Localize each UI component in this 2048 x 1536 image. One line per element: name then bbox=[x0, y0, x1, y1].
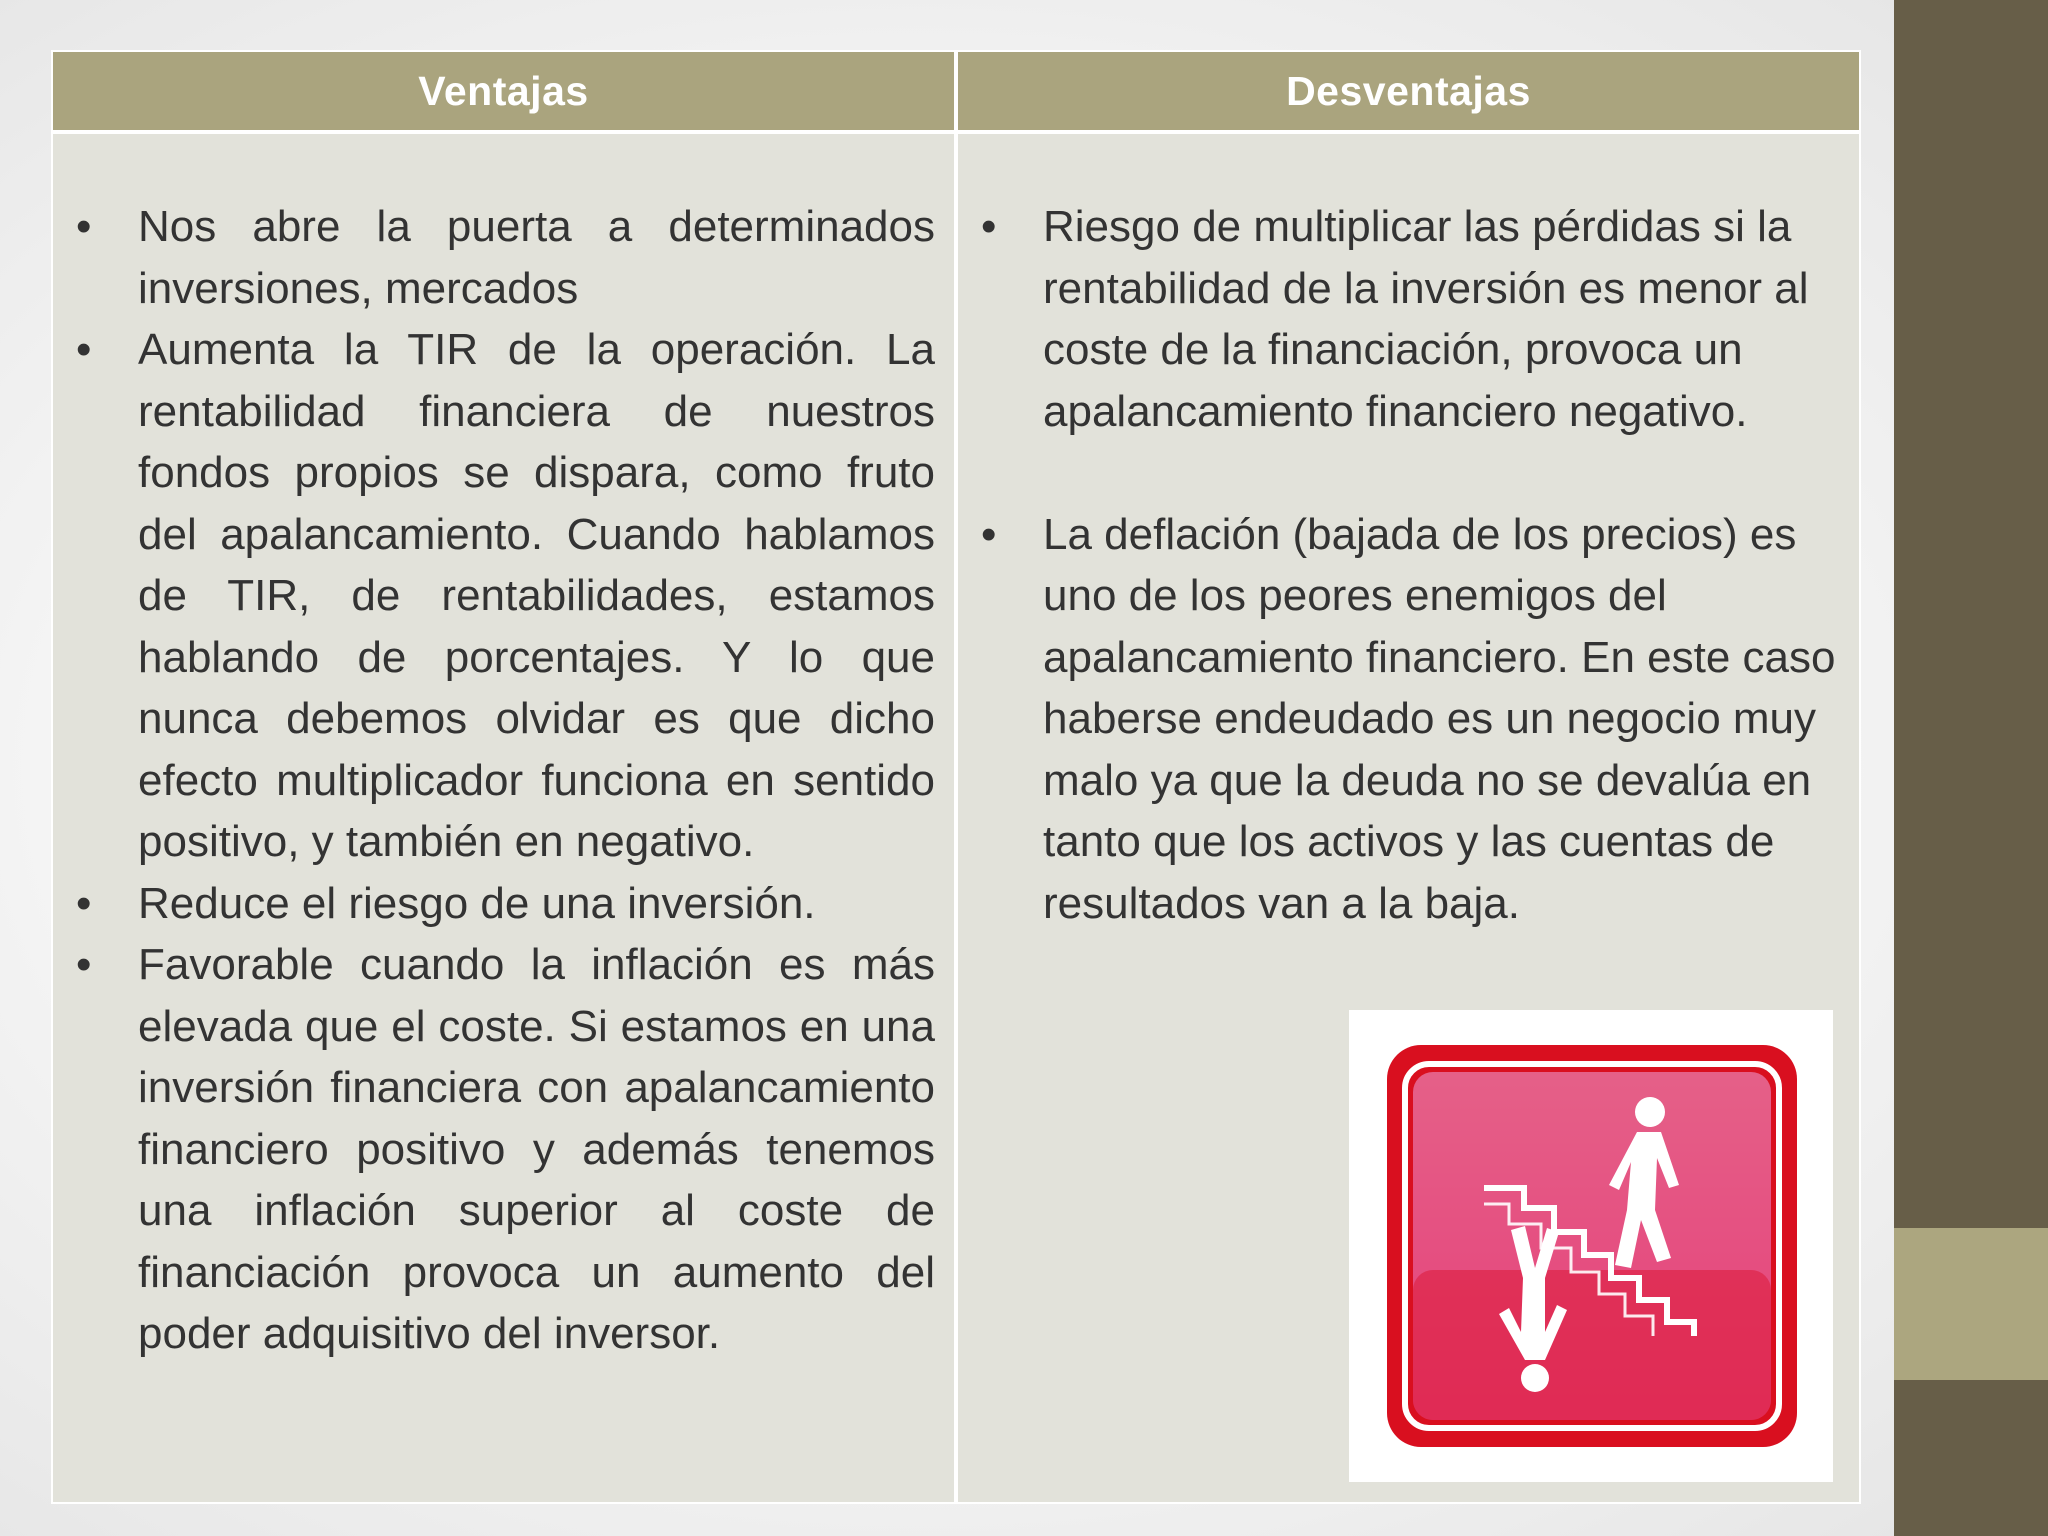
stairs-rise-fall-icon bbox=[1349, 1010, 1833, 1482]
ventaja-item: • Nos abre la puerta a determinados inversiones, mercados bbox=[138, 196, 935, 319]
ventaja-item: • Reduce el riesgo de una inversión. bbox=[138, 873, 935, 935]
faller-head bbox=[1521, 1364, 1549, 1392]
ventajas-cell bbox=[53, 134, 954, 1502]
desventajas-list bbox=[1043, 196, 1843, 934]
ventaja-item: • Favorable cuando la inflación es más elevada que el coste. Si estamos en una inversión financiera con apalancamiento financiero positivo y además tenemos una inflación superior al coste de financiación provoca un aumento del poder adquisitivo del inversor. bbox=[138, 934, 935, 1365]
ventajas-list bbox=[138, 196, 935, 1365]
right-band-accent bbox=[1894, 1228, 2048, 1380]
header-ventajas: Ventajas bbox=[53, 52, 954, 130]
climber-head bbox=[1635, 1097, 1665, 1127]
desventaja-item: • Riesgo de multiplicar las pérdidas si la rentabilidad de la inversión es menor al coste de la financiación, provoca un apalancamiento financiero negativo. bbox=[1043, 196, 1843, 442]
icon-inner-shade bbox=[1413, 1270, 1771, 1420]
desventaja-item: • La deflación (bajada de los precios) es uno de los peores enemigos del apalancamiento financiero. En este caso haberse endeudado es un negocio muy malo ya que la deuda no se devalúa en tanto que los activos y las cuentas de resultados van a la baja. bbox=[1043, 504, 1843, 935]
header-desventajas: Desventajas bbox=[958, 52, 1859, 130]
stairs-rise-fall-graphic bbox=[1349, 1010, 1833, 1482]
ventaja-item: • Aumenta la TIR de la operación. La rentabilidad financiera de nuestros fondos propios se dispara, como fruto del apalancamiento. Cuando hablamos de TIR, de rentabilidades, estamos hablando de porcentajes. Y lo que nunca debemos olvidar es que dicho efecto multiplicador funciona en sentido positivo, y también en negativo. bbox=[138, 319, 935, 873]
